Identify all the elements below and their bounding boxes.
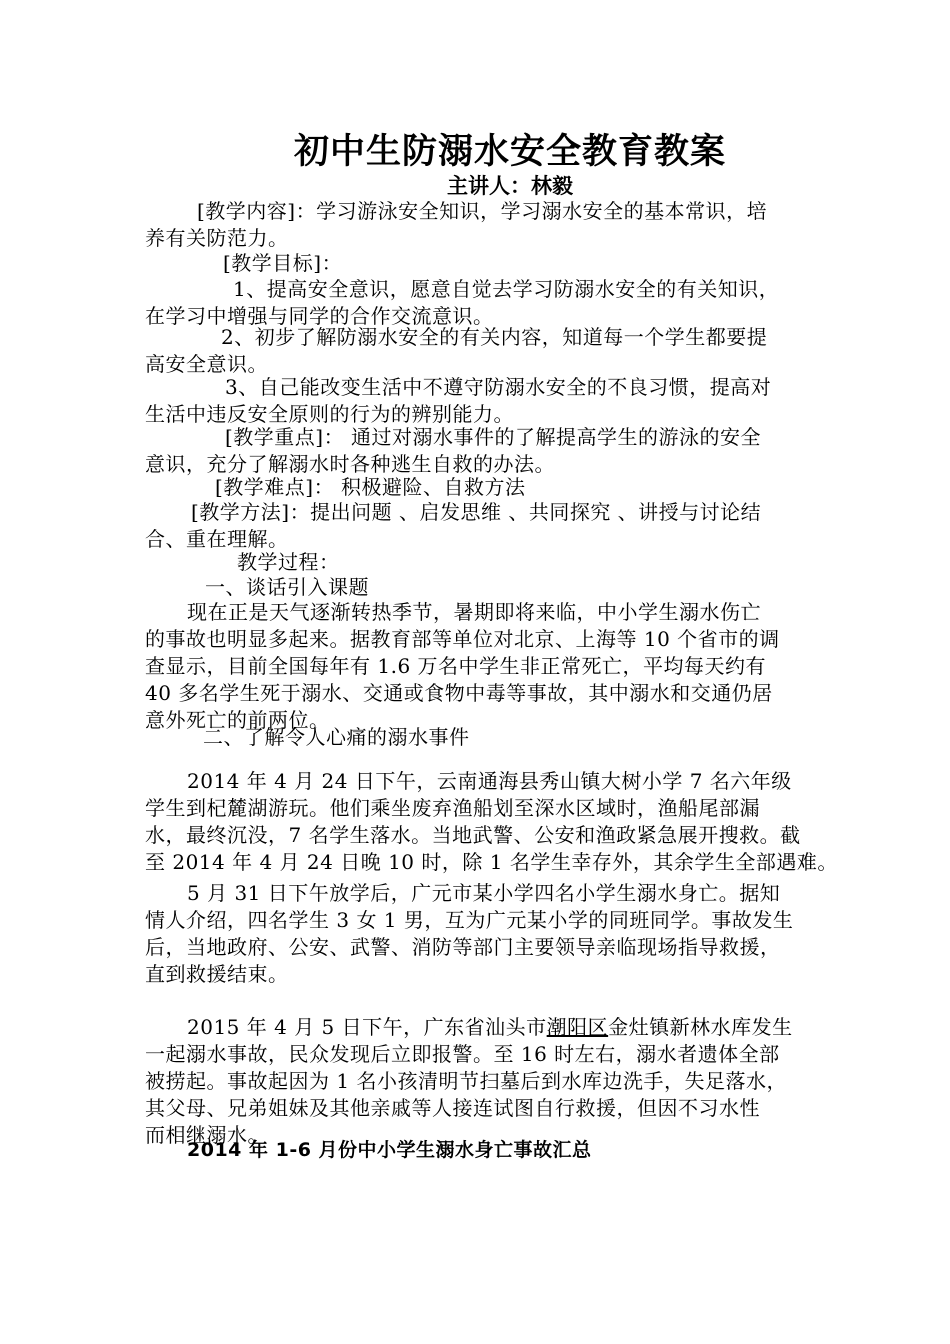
process-heading: 教学过程： — [237, 550, 340, 574]
event-3-paragraph: 2015 年 4 月 5 日下午，广东省汕头市潮阳区金灶镇新林水库发生 一起溺水事故，民众发现后立即报警。至 16 时左右，溺水者遗体全部 被捞起。事故起因为 1 名小孩清明节扫墓后到水库边洗手，失足落水， 其父母、兄弟姐妹及其他亲戚等人接连试图自行救援，但因不习水性 而相继溺水。 — [145, 1015, 793, 1147]
section-1-heading: 一、谈话引入课题 — [205, 575, 369, 599]
teaching-content: [教学内容]：学习游泳安全知识，学习溺水安全的基本常识，培 养有关防范力。 — [145, 199, 768, 250]
teaching-method: [教学方法]：提出问题 、启发思维 、共同探究 、讲授与讨论结 合、重在理解。 — [145, 500, 762, 551]
difficulty: [教学难点]： 积极避险、自救方法 — [215, 475, 526, 499]
section-2-heading: 二、了解令人心痛的溺水事件 — [203, 725, 470, 749]
document-title: 初中生防溺水安全教育教案 — [293, 132, 726, 172]
speaker-line: 主讲人：林毅 — [447, 174, 573, 198]
goals-heading: [教学目标]： — [223, 251, 343, 275]
event-1-paragraph: 2014 年 4 月 24 日下午，云南通海县秀山镇大树小学 7 名六年级 学生到杞麓湖游玩。他们乘坐废弃渔船划至深水区域时，渔船尾部漏 水，最终沉没，7 名学生落水。当地武警、公安和渔政紧急展开搜救。截 至 2014 年 4 月 24 日晚 10 时，除 1 名学生幸存外，其余学生全部遇难。 — [145, 769, 838, 874]
goal-item-1: 1、提高安全意识，愿意自觉去学习防溺水安全的有关知识， 在学习中增强与同学的合作交流意识。 — [145, 277, 780, 328]
key-points: [教学重点]： 通过对溺水事件的了解提高学生的游泳的安全 意识，充分了解溺水时各种逃生自救的办法。 — [145, 425, 761, 476]
goal-item-2: 2、初步了解防溺水安全的有关内容，知道每一个学生都要提 高安全意识。 — [145, 325, 768, 376]
section-1-text: 现在正是天气逐渐转热季节，暑期即将来临，中小学生溺水伤亡 的事故也明显多起来。据教育部等单位对北京、上海等 10 个省市的调 查显示，目前全国每年有 1.6 万名中学生非正常死亡，平均每天约有 40 多名学生死于溺水、交通或食物中毒等事故，其中溺水和交通仍居 意外死亡的前两位。 — [145, 600, 780, 732]
summary-heading: 2014 年 1-6 月份中小学生溺水身亡事故汇总 — [187, 1139, 592, 1161]
chaoyang-district-link[interactable]: 潮阳区 — [546, 1015, 609, 1039]
goal-item-3: 3、自己能改变生活中不遵守防溺水安全的不良习惯，提高对 生活中违反安全原则的行为的辨别能力。 — [145, 375, 772, 426]
event-2-paragraph: 5 月 31 日下午放学后，广元市某小学四名小学生溺水身亡。据知 情人介绍，四名学生 3 女 1 男，互为广元某小学的同班同学。事故发生 后，当地政府、公安、武警、消防等部门主要领导亲临现场指导救援， 直到救援结束。 — [145, 881, 794, 986]
